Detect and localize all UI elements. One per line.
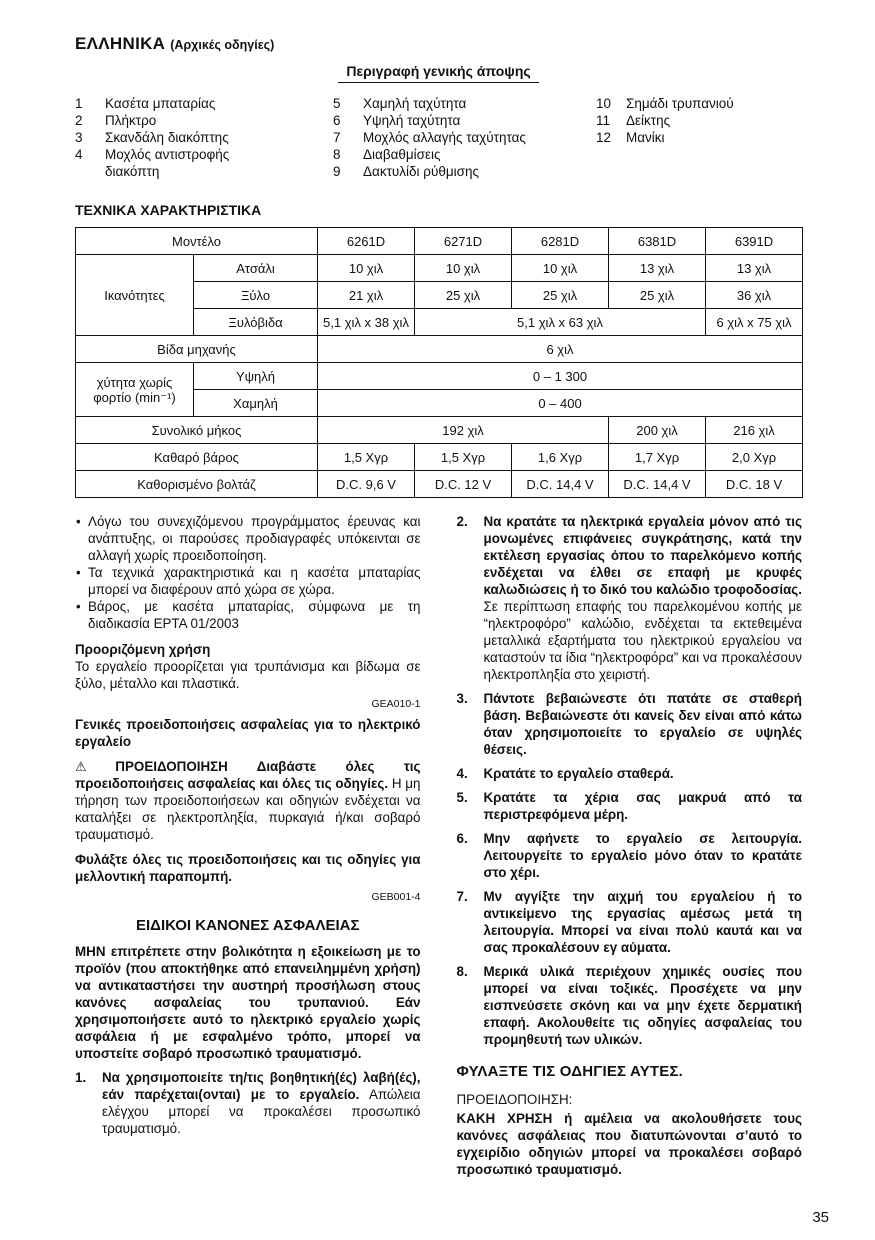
spec-value-cell: 6 χιλ x 75 χιλ	[706, 309, 803, 336]
spec-sublabel-cell: Ξυλόβιδα	[194, 309, 318, 336]
spec-label-cell: Καθορισμένο βολτάζ	[76, 471, 318, 498]
spec-sublabel-cell: Ατσάλι	[194, 255, 318, 282]
part-number: 7	[333, 130, 341, 145]
rule-number: 7.	[456, 889, 468, 904]
spec-value-cell: 0 – 400	[318, 390, 803, 417]
numbered-rule	[457, 789, 803, 823]
part-number: 8	[333, 147, 341, 162]
language-subtitle: (Αρχικές οδηγίες)	[170, 38, 275, 52]
part-item	[333, 146, 596, 163]
doc-code: GEB001-4	[371, 891, 421, 903]
spec-label-cell: Καθαρό βάρος	[76, 444, 318, 471]
rule-number: 5.	[456, 790, 468, 805]
spec-value-cell: D.C. 9,6 V	[318, 471, 415, 498]
spec-value-cell: 6 χιλ	[318, 336, 803, 363]
rule-text: Κρατάτε το εργαλείο σταθερά.	[483, 766, 674, 781]
part-item	[333, 112, 596, 129]
overview-title-row	[75, 63, 802, 83]
part-item	[333, 95, 596, 112]
right-column	[457, 513, 803, 1178]
part-label: Μοχλός αλλαγής ταχύτητας	[363, 130, 526, 145]
part-label: Σημάδι τρυπανιού	[626, 96, 734, 111]
part-label: Υψηλή ταχύτητα	[363, 113, 461, 128]
note-bullet: • Λόγω του συνεχιζόμενου προγράμματος έρευνας και ανάπτυξης, οι παρούσες προδιαγραφές υπόκεινται σε αλλαγή χωρίς προειδοποίηση.	[75, 513, 421, 564]
specs-row-weight	[76, 444, 803, 471]
intended-use-heading: Προοριζόμενη χρήση	[75, 642, 211, 657]
specs-row-length	[76, 417, 803, 444]
numbered-rule	[75, 1069, 421, 1137]
save-instructions-heading: ΦΥΛΑΞΤΕ ΤΙΣ ΟΔΗΓΙΕΣ ΑΥΤΕΣ.	[456, 1063, 684, 1080]
part-number: 3	[75, 130, 83, 145]
numbered-rule	[457, 690, 803, 758]
spec-label-cell: Βίδα μηχανής	[76, 336, 318, 363]
part-item	[75, 95, 333, 112]
spec-value-cell: D.C. 18 V	[706, 471, 803, 498]
final-warning-label: ΠΡΟΕΙΔΟΠΟΙΗΣΗ:	[456, 1092, 573, 1107]
numbered-rule	[457, 830, 803, 881]
rule-number: 6.	[456, 831, 468, 846]
part-number: 9	[333, 164, 341, 179]
page-number: 35	[812, 1209, 829, 1226]
part-item	[333, 163, 596, 180]
part-item	[333, 129, 596, 146]
spec-value-cell: D.C. 14,4 V	[512, 471, 609, 498]
spec-model-cell: 6281D	[512, 228, 609, 255]
numbered-rule	[457, 513, 803, 683]
part-number: 10	[596, 96, 612, 111]
spec-value-cell: 0 – 1 300	[318, 363, 803, 390]
intended-use-text: Το εργαλείο προορίζεται για τρυπάνισμα και βίδωμα σε ξύλο, μέταλλο και πλαστικά.	[75, 659, 421, 691]
specs-row-voltage	[76, 471, 803, 498]
spec-label-cell: χύτητα χωρίς φορτίο (min⁻¹)	[76, 363, 194, 417]
general-safety-heading: Γενικές προειδοποιήσεις ασφαλείας για το ηλεκτρικό εργαλείο	[75, 717, 421, 749]
spec-value-cell: 25 χιλ	[609, 282, 706, 309]
spec-value-cell: 5,1 χιλ x 38 χιλ	[318, 309, 415, 336]
spec-value-cell: 25 χιλ	[415, 282, 512, 309]
overview-title: Περιγραφή γενικής άποψης	[338, 63, 538, 83]
spec-value-cell: 1,7 Χγρ	[609, 444, 706, 471]
spec-sublabel-cell: Ξύλο	[194, 282, 318, 309]
spec-label-cell: Ικανότητες	[76, 255, 194, 336]
part-number: 5	[333, 96, 341, 111]
rule-number: 1.	[75, 1070, 87, 1085]
parts-column-1	[75, 95, 333, 180]
part-number: 12	[596, 130, 612, 145]
part-label: Χαμηλή ταχύτητα	[363, 96, 467, 111]
rule-text: Μερικά υλικά περιέχουν χημικές ουσίες που μπορεί να είναι τοξικές. Προσέχετε να μην εισπνεύσετε σκόνη και να μην έχετε δερματική επαφή. Ακολουθείτε τις οδηγίες ασφαλείας του προμηθευτή των υλικών.	[483, 964, 802, 1047]
rule-text: Πάντοτε βεβαιώνεστε ότι πατάτε σε σταθερή βάση. Βεβαιώνεστε ότι κανείς δεν είναι από κάτω όταν χρησιμοποιείτε το εργαλείο σε υψηλές θέσεις.	[483, 691, 802, 757]
part-label: Μοχλός αντιστροφής διακόπτη	[105, 147, 230, 179]
warning-paragraph	[75, 758, 421, 843]
part-label: Δείκτης	[626, 113, 671, 128]
spec-model-cell: 6271D	[415, 228, 512, 255]
part-label: Διαβαθμίσεις	[363, 147, 441, 162]
spec-value-cell: 13 χιλ	[706, 255, 803, 282]
warning-rest-text: Η μη τήρηση των προειδοποιήσεων και οδηγιών ενδέχεται να καταλήξει σε ηλεκτροπληξία, πυρκαγιά ή/και σοβαρό τραυματισμό.	[75, 776, 421, 842]
spec-model-cell: 6391D	[706, 228, 803, 255]
parts-column-2	[333, 95, 596, 180]
part-item	[75, 112, 333, 129]
spec-value-cell: 5,1 χιλ x 63 χιλ	[415, 309, 706, 336]
part-label: Κασέτα μπαταρίας	[105, 96, 216, 111]
spec-value-cell: 10 χιλ	[512, 255, 609, 282]
spec-label-cell: Συνολικό μήκος	[76, 417, 318, 444]
specific-rules-heading: ΕΙΔΙΚΟΙ ΚΑΝΟΝΕΣ ΑΣΦΑΛΕΙΑΣ	[136, 917, 360, 934]
parts-legend	[75, 95, 802, 180]
spec-value-cell: 1,6 Χγρ	[512, 444, 609, 471]
part-item	[75, 146, 333, 180]
spec-value-cell: 10 χιλ	[318, 255, 415, 282]
page-header	[75, 34, 802, 54]
part-number: 4	[75, 147, 83, 162]
rule-text: Να χρησιμοποιείτε τη/τις βοηθητική(ές) λαβή(ές), εάν παρέχεται(ονται) με το εργαλείο. Απώλεια ελέγχου μπορεί να προκαλέσει προσωπικό τραυματισμό.	[102, 1070, 421, 1136]
keep-warnings-text: Φυλάξτε όλες τις προειδοποιήσεις και τις οδηγίες για μελλοντική παραπομπή.	[75, 852, 421, 884]
spec-value-cell: D.C. 14,4 V	[609, 471, 706, 498]
specs-heading: ΤΕΧΝΙΚΑ ΧΑΡΑΚΤΗΡΙΣΤΙΚΑ	[75, 202, 262, 218]
spec-value-cell: 200 χιλ	[609, 417, 706, 444]
specs-row-speed-high	[76, 363, 803, 390]
part-number: 6	[333, 113, 341, 128]
numbered-rule	[457, 765, 803, 782]
rule-text: Μν αγγίξτε την αιχμή του εργαλείου ή το αντικείμενο της εργασίας αμέσως μετά τη λειτουργία. Μπορεί να είναι πολύ καυτά και να σας προκαλέσουν εγ αύματα.	[483, 889, 802, 955]
body-columns	[75, 513, 802, 1178]
numbered-rule	[457, 963, 803, 1048]
parts-column-3	[596, 95, 802, 180]
numbered-rule	[457, 888, 803, 956]
rule-number: 8.	[456, 964, 468, 979]
spec-value-cell: 21 χιλ	[318, 282, 415, 309]
language-title: ΕΛΛΗΝΙΚΑ	[75, 34, 166, 53]
spec-value-cell: 10 χιλ	[415, 255, 512, 282]
rule-number: 2.	[456, 514, 468, 529]
part-label: Μανίκι	[626, 130, 665, 145]
rule-number: 3.	[456, 691, 468, 706]
spec-sublabel-cell: Υψηλή	[194, 363, 318, 390]
specs-table	[75, 227, 803, 498]
note-bullet: • Βάρος, με κασέτα μπαταρίας, σύμφωνα με τη διαδικασία EPTA 01/2003	[75, 598, 421, 632]
spec-value-cell: 192 χιλ	[318, 417, 609, 444]
part-label: Σκανδάλη διακόπτης	[105, 130, 229, 145]
rule-text: Κρατάτε τα χέρια σας μακρυά από τα περιστρεφόμενα μέρη.	[483, 790, 802, 822]
specific-rules-intro: ΜΗΝ επιτρέπετε στην βολικότητα η εξοικείωση με το προϊόν (που αποκτήθηκε από επανειλημμένη χρήση) να αντικαταστήσει την αυστηρή προσήλωση στους κανόνες ασφαλείας του τρυπανιού. Εάν χρησιμοποιήσετε αυτό το ηλεκτρικό εργαλείο χωρίς ασφάλεια ή με εσφαλμένο τρόπο, μπορεί να υποστείτε σοβαρό προσωπικό τραυματισμό.	[75, 944, 421, 1061]
final-warning-text: ΚΑΚΗ ΧΡΗΣΗ ή αμέλεια να ακολουθήσετε τους κανόνες ασφάλειας που διατυπώνονται σ’αυτό το εγχειρίδιο οδηγιών μπορεί να προκαλέσει σοβαρό προσωπικό τραυματισμό.	[456, 1111, 802, 1177]
spec-model-cell: 6261D	[318, 228, 415, 255]
part-item	[596, 95, 802, 112]
specs-row-machine-screw	[76, 336, 803, 363]
spec-label-cell: Μοντέλο	[76, 228, 318, 255]
part-item	[596, 112, 802, 129]
spec-value-cell: 2,0 Χγρ	[706, 444, 803, 471]
part-number: 2	[75, 113, 83, 128]
part-label: Πλήκτρο	[105, 113, 157, 128]
spec-value-cell: 13 χιλ	[609, 255, 706, 282]
part-item	[75, 129, 333, 146]
spec-model-cell: 6381D	[609, 228, 706, 255]
spec-sublabel-cell: Χαμηλή	[194, 390, 318, 417]
spec-value-cell: 1,5 Χγρ	[318, 444, 415, 471]
spec-value-cell: 216 χιλ	[706, 417, 803, 444]
left-column	[75, 513, 421, 1178]
rule-number: 4.	[456, 766, 468, 781]
warning-bold-text: ΠΡΟΕΙΔΟΠΟΙΗΣΗ Διαβάστε όλες τις προειδοποιήσεις ασφαλείας και όλες τις οδηγίες.	[75, 759, 421, 791]
part-number: 11	[596, 113, 611, 128]
warning-icon: ⚠	[75, 759, 113, 774]
part-number: 1	[75, 96, 83, 111]
part-item	[596, 129, 802, 146]
spec-value-cell: D.C. 12 V	[415, 471, 512, 498]
spec-value-cell: 25 χιλ	[512, 282, 609, 309]
specs-row-model	[76, 228, 803, 255]
spec-value-cell: 1,5 Χγρ	[415, 444, 512, 471]
doc-code: GEA010-1	[371, 698, 421, 710]
part-label: Δακτυλίδι ρύθμισης	[363, 164, 479, 179]
spec-value-cell: 36 χιλ	[706, 282, 803, 309]
rule-text: Μην αφήνετε το εργαλείο σε λειτουργία. Λειτουργείτε το εργαλείο μόνο όταν το κρατάτε στο χέρι.	[483, 831, 802, 880]
note-bullet: • Τα τεχνικά χαρακτηριστικά και η κασέτα μπαταρίας μπορεί να διαφέρουν από χώρα σε χώρα.	[75, 564, 421, 598]
specs-row-steel	[76, 255, 803, 282]
rule-text: Να κρατάτε τα ηλεκτρικά εργαλεία μόνον από τις μονωμένες επιφάνειες συγκράτησης, κατά την εκτέλεση εργασίας όπου το παρελκόμενο κοπής ενδέχεται να έλθει σε επαφή με κρυφές καλωδιώσεις ή το δικό του καλώδιο τροφοδοσίας. Σε περίπτωση επαφής του παρελκομένου κοπής με “ηλεκτροφόρο” καλώδιο, ενδέχεται τα εκτεθειμένα μεταλλικά εξαρτήματα του ηλεκτρικού εργαλείου να καταστούν τα ίδια “ηλεκτροφόρα” και να προκαλέσουν ηλεκτροπληξία στο χειριστή.	[483, 514, 802, 682]
